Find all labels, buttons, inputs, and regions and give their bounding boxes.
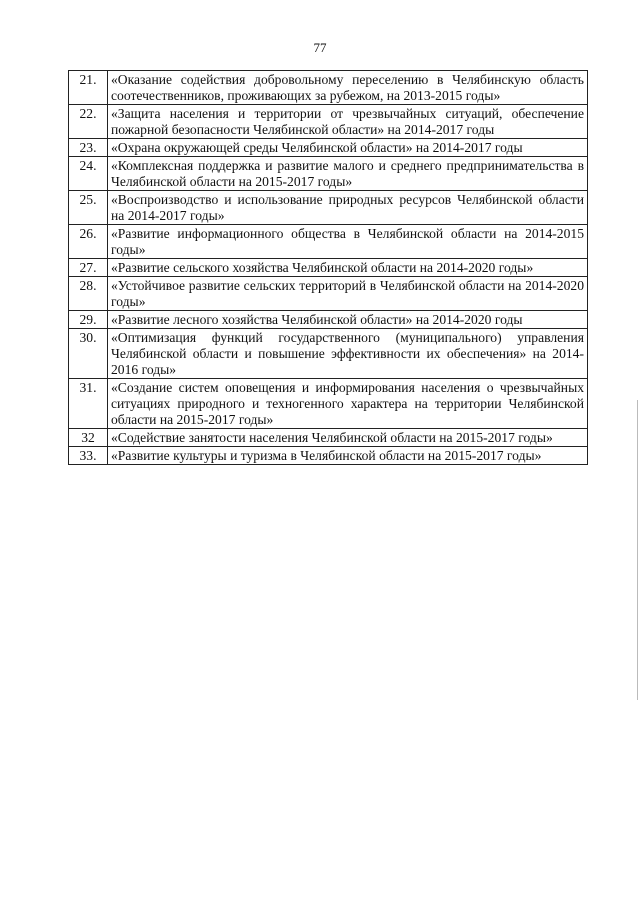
program-list-table <box>68 70 588 465</box>
table-row <box>69 139 588 157</box>
row-number: 25. <box>69 191 108 225</box>
table-row <box>69 71 588 105</box>
table-row <box>69 191 588 225</box>
row-number: 22. <box>69 105 108 139</box>
row-number: 31. <box>69 379 108 429</box>
row-number: 26. <box>69 225 108 259</box>
table-row <box>69 447 588 465</box>
page-number: 77 <box>313 40 327 55</box>
program-title: «Устойчивое развитие сельских территорий в Челябинской области на 2014-2020 годы» <box>108 277 588 311</box>
row-number: 28. <box>69 277 108 311</box>
row-number: 29. <box>69 311 108 329</box>
scan-edge-line <box>637 400 638 700</box>
program-title: «Создание систем оповещения и информирования населения о чрезвычайных ситуациях природного и техногенного характера на территории Челябинской области на 2015-2017 годы» <box>108 379 588 429</box>
table-row <box>69 379 588 429</box>
table-row <box>69 225 588 259</box>
row-number: 30. <box>69 329 108 379</box>
row-number: 24. <box>69 157 108 191</box>
row-number: 33. <box>69 447 108 465</box>
program-title: «Развитие информационного общества в Челябинской области на 2014-2015 годы» <box>108 225 588 259</box>
table-row <box>69 329 588 379</box>
table-row <box>69 105 588 139</box>
program-title: «Оказание содействия добровольному переселению в Челябинскую область соотечественников, проживающих за рубежом, на 2013-2015 годы» <box>108 71 588 105</box>
program-title: «Развитие культуры и туризма в Челябинской области на 2015-2017 годы» <box>108 447 588 465</box>
program-title: «Развитие сельского хозяйства Челябинской области на 2014-2020 годы» <box>108 259 588 277</box>
program-title: «Оптимизация функций государственного (муниципального) управления Челябинской области и повышение эффективности их обеспечения» на 2014-2016 годы» <box>108 329 588 379</box>
program-title: «Комплексная поддержка и развитие малого и среднего предпринимательства в Челябинской области на 2015-2017 годы» <box>108 157 588 191</box>
row-number: 27. <box>69 259 108 277</box>
program-title: «Развитие лесного хозяйства Челябинской области» на 2014-2020 годы <box>108 311 588 329</box>
table-row <box>69 157 588 191</box>
table-row <box>69 277 588 311</box>
program-title: «Воспроизводство и использование природных ресурсов Челябинской области на 2014-2017 годы» <box>108 191 588 225</box>
program-title: «Охрана окружающей среды Челябинской области» на 2014-2017 годы <box>108 139 588 157</box>
table-row <box>69 259 588 277</box>
row-number: 23. <box>69 139 108 157</box>
row-number: 32 <box>69 429 108 447</box>
table-row <box>69 311 588 329</box>
program-title: «Защита населения и территории от чрезвычайных ситуаций, обеспечение пожарной безопасности Челябинской области» на 2014-2017 годы <box>108 105 588 139</box>
table-row <box>69 429 588 447</box>
row-number: 21. <box>69 71 108 105</box>
program-title: «Содействие занятости населения Челябинской области на 2015-2017 годы» <box>108 429 588 447</box>
